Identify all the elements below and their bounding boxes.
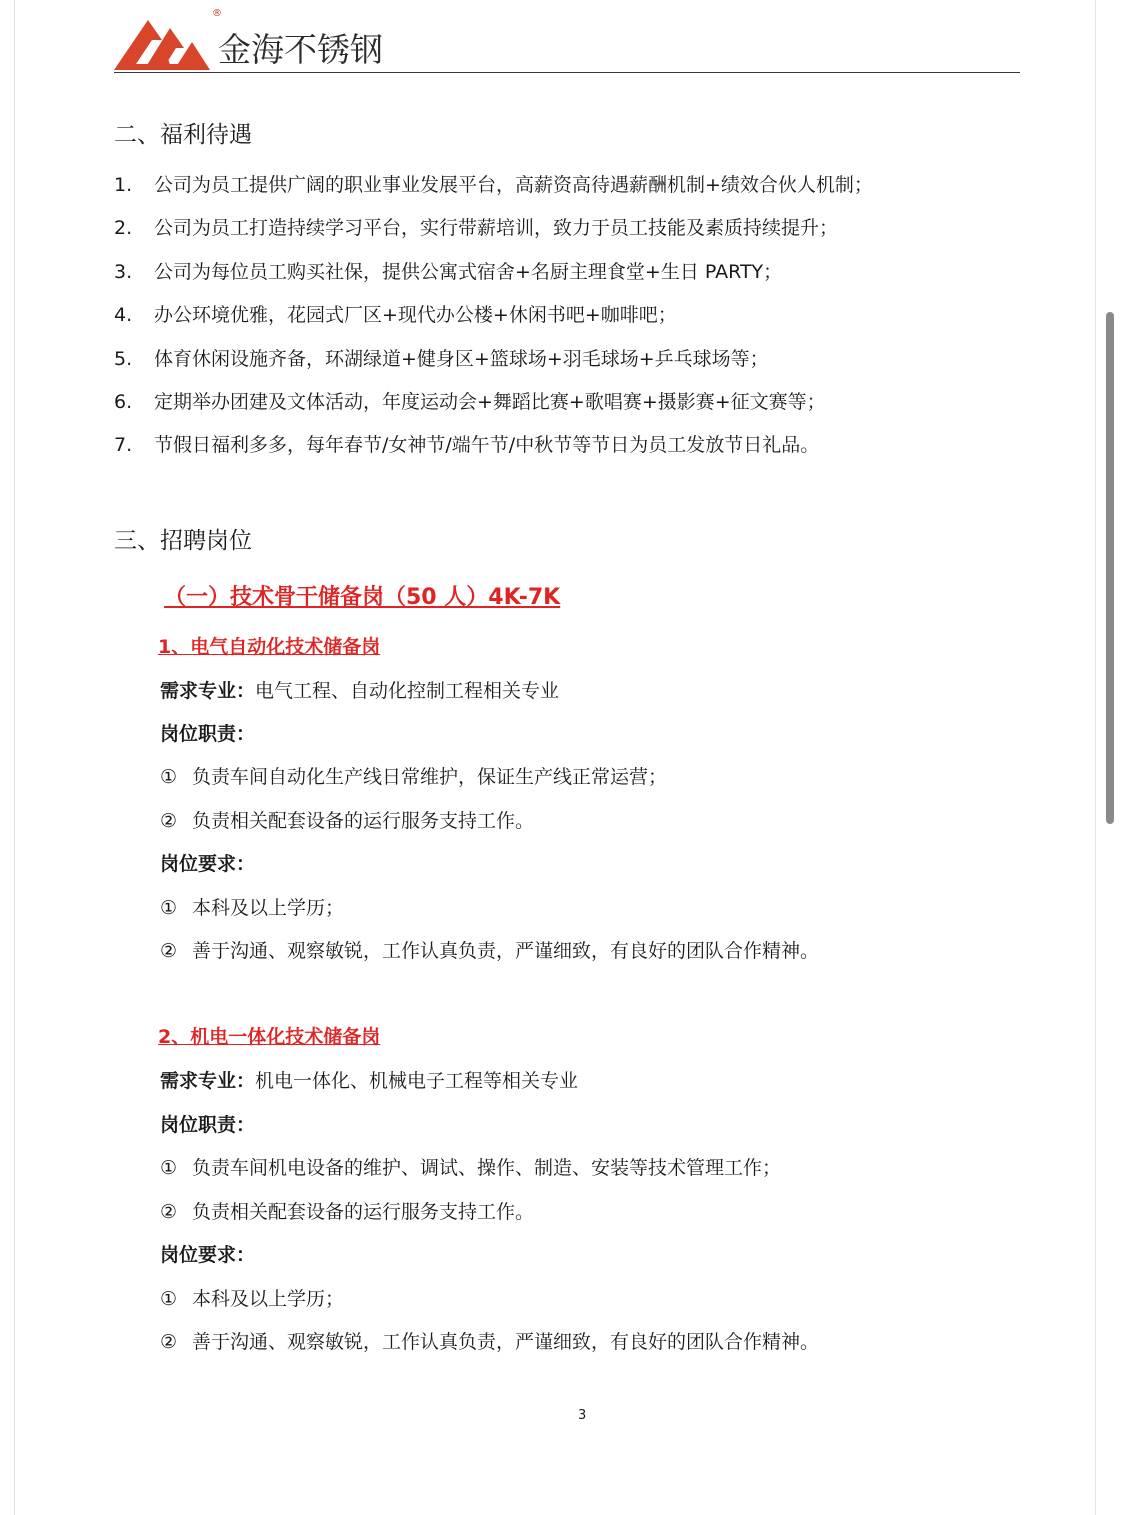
duty-item bbox=[160, 1197, 534, 1224]
welfare-item-number: 2. bbox=[114, 217, 133, 239]
welfare-item bbox=[114, 170, 873, 197]
circled-number: ① bbox=[160, 897, 178, 919]
welfare-item bbox=[114, 257, 782, 284]
welfare-item bbox=[114, 344, 769, 371]
major-label: 需求专业： bbox=[160, 1070, 256, 1092]
major-label: 需求专业： bbox=[160, 680, 256, 702]
circled-number: ② bbox=[160, 810, 178, 832]
welfare-item bbox=[114, 387, 826, 414]
duty-item bbox=[160, 1153, 781, 1180]
position-major bbox=[160, 676, 559, 703]
section-title-welfare: 二、福利待遇 bbox=[114, 122, 252, 148]
welfare-item-number: 1. bbox=[114, 174, 133, 196]
major-text: 电气工程、自动化控制工程相关专业 bbox=[255, 680, 560, 702]
requirement-label: 岗位要求： bbox=[160, 1244, 256, 1266]
duty-text: 负责相关配套设备的运行服务支持工作。 bbox=[192, 810, 535, 832]
circled-number: ① bbox=[160, 1288, 178, 1310]
requirement-text: 善于沟通、观察敏锐，工作认真负责，严谨细致，有良好的团队合作精神。 bbox=[192, 1331, 820, 1353]
welfare-item-text: 公司为每位员工购买社保，提供公寓式宿舍+名厨主理食堂+生日 PARTY； bbox=[154, 261, 783, 283]
duty-text: 负责车间机电设备的维护、调试、操作、制造、安装等技术管理工作； bbox=[192, 1157, 782, 1179]
circled-number: ② bbox=[160, 1201, 178, 1223]
welfare-item-text: 节假日福利多多，每年春节/女神节/端午节/中秋节等节日为员工发放节日礼品。 bbox=[154, 434, 820, 456]
section-title-recruit: 三、招聘岗位 bbox=[114, 528, 252, 554]
duty-text: 负责相关配套设备的运行服务支持工作。 bbox=[192, 1201, 535, 1223]
position-major bbox=[160, 1066, 578, 1093]
welfare-item-number: 5. bbox=[114, 348, 133, 370]
requirement-label: 岗位要求： bbox=[160, 853, 256, 875]
welfare-item-number: 6. bbox=[114, 391, 133, 413]
welfare-item bbox=[114, 213, 838, 240]
requirement-item bbox=[160, 893, 344, 920]
jinhai-logo-icon bbox=[114, 12, 210, 70]
circled-number: ② bbox=[160, 1331, 178, 1353]
welfare-item-text: 公司为员工打造持续学习平台，实行带薪培训，致力于员工技能及素质持续提升； bbox=[154, 217, 839, 239]
welfare-item-text: 定期举办团建及文体活动，年度运动会+舞蹈比赛+歌唱赛+摄影赛+征文赛等； bbox=[154, 391, 826, 413]
registered-mark: ® bbox=[212, 8, 222, 19]
duty-label: 岗位职责： bbox=[160, 723, 256, 745]
duty-label: 岗位职责： bbox=[160, 1114, 256, 1136]
welfare-item bbox=[114, 300, 677, 327]
requirement-item bbox=[160, 1327, 819, 1354]
welfare-item-number: 3. bbox=[114, 261, 133, 283]
welfare-item-text: 公司为员工提供广阔的职业事业发展平台，高薪资高待遇薪酬机制+绩效合伙人机制； bbox=[154, 174, 873, 196]
page-edge-left bbox=[14, 0, 15, 1515]
welfare-item-text: 体育休闲设施齐备，环湖绿道+健身区+篮球场+羽毛球场+乒乓球场等； bbox=[154, 348, 769, 370]
requirement-text: 善于沟通、观察敏锐，工作认真负责，严谨细致，有良好的团队合作精神。 bbox=[192, 940, 820, 962]
position-title: 2、机电一体化技术储备岗 bbox=[158, 1026, 381, 1048]
welfare-item-number: 4. bbox=[114, 304, 133, 326]
job-category-title: （一）技术骨干储备岗（50 人）4K-7K bbox=[164, 585, 561, 610]
page-header bbox=[114, 8, 1020, 74]
page-number: 3 bbox=[578, 1408, 587, 1423]
circled-number: ② bbox=[160, 940, 178, 962]
duty-item bbox=[160, 762, 667, 789]
circled-number: ① bbox=[160, 766, 178, 788]
requirement-text: 本科及以上学历； bbox=[192, 1288, 345, 1310]
welfare-item-text: 办公环境优雅，花园式厂区+现代办公楼+休闲书吧+咖啡吧； bbox=[154, 304, 677, 326]
welfare-item-number: 7. bbox=[114, 434, 133, 456]
circled-number: ① bbox=[160, 1157, 178, 1179]
duty-item bbox=[160, 806, 534, 833]
requirement-item bbox=[160, 1284, 344, 1311]
position-title: 1、电气自动化技术储备岗 bbox=[158, 636, 381, 658]
header-divider bbox=[114, 72, 1020, 73]
requirement-text: 本科及以上学历； bbox=[192, 897, 345, 919]
major-text: 机电一体化、机械电子工程等相关专业 bbox=[255, 1070, 579, 1092]
brand-name: 金海不锈钢 bbox=[218, 30, 383, 69]
duty-text: 负责车间自动化生产线日常维护，保证生产线正常运营； bbox=[192, 766, 668, 788]
requirement-item bbox=[160, 936, 819, 963]
page-edge-right bbox=[1095, 0, 1096, 1515]
scrollbar-thumb[interactable] bbox=[1106, 312, 1114, 824]
welfare-item bbox=[114, 430, 819, 457]
